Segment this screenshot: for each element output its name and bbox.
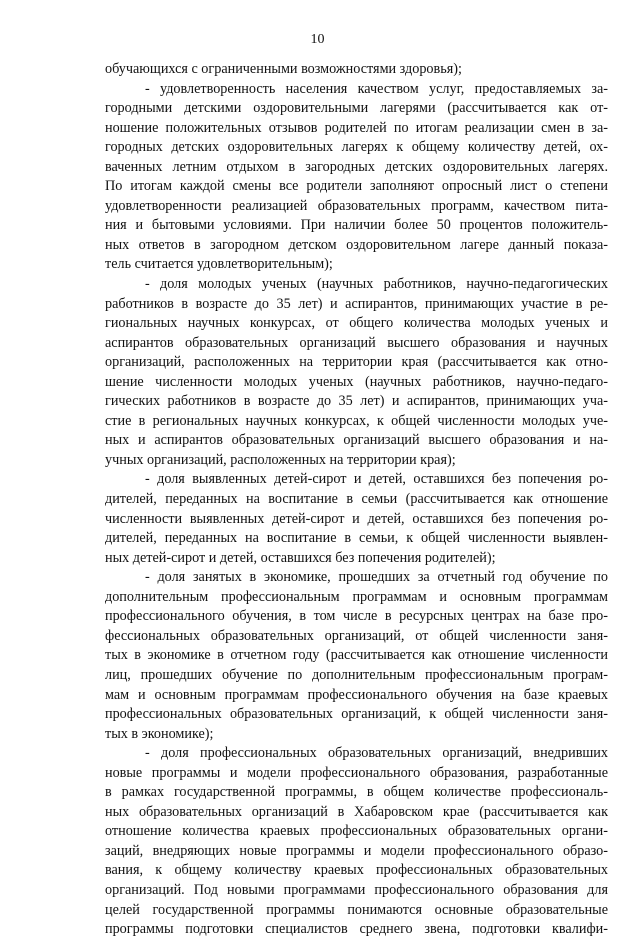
text-line: удовлетворенности реализацией образовательных программ, качеством пита- xyxy=(105,197,608,214)
text-line: ния и бытовыми условиями. При наличии более 50 процентов положитель- xyxy=(105,217,608,234)
text-line: профессиональных образовательных организаций, к общей численности заня- xyxy=(105,706,608,723)
text-line: фессиональных образовательных организаций, от общей численности заня- xyxy=(105,627,608,644)
text-line: организаций. Под новыми программами профессионального образования для xyxy=(105,881,608,898)
text-line: учных организаций, расположенных на территории края); xyxy=(105,451,456,468)
text-line: тых в экономике); xyxy=(105,725,214,742)
text-line: стие в региональных научных конкурсах, к общей численности молодых уче- xyxy=(105,412,608,429)
text-line: новые программы и модели профессионального образования, разработанные xyxy=(105,764,608,781)
text-line: лиц, прошедших обучение по дополнительным профессиональным програм- xyxy=(105,666,608,683)
text-line: - доля профессиональных образовательных организаций, внедривших xyxy=(145,745,608,762)
text-line: тых в экономике в отчетном году (рассчитывается как отношение численности xyxy=(105,647,608,664)
text-line: дителей, переданных на воспитание в семьи (рассчитывается как отношение xyxy=(105,491,608,508)
text-line: аспирантов образовательных организаций высшего образования и научных xyxy=(105,334,608,351)
text-line: - удовлетворенность населения качеством услуг, предоставляемых за- xyxy=(145,80,608,97)
text-line: По итогам каждой смены все родители заполняют опросный лист о степени xyxy=(105,178,608,195)
text-line: отношение количества краевых профессиональных образовательных органи- xyxy=(105,823,608,840)
text-line: мам и основным программам профессионального обучения на базе краевых xyxy=(105,686,608,703)
text-line: гиональных научных конкурсах, от общего количества молодых ученых и xyxy=(105,315,608,332)
text-line: - доля выявленных детей-сирот и детей, оставшихся без попечения ро- xyxy=(145,471,608,488)
page-number: 10 xyxy=(310,32,325,47)
text-line: гических работников в возрасте до 35 лет) и аспирантов, принимающих уча- xyxy=(105,393,608,410)
text-line: профессионального обучения, в том числе в ресурсных центрах на базе про- xyxy=(105,608,608,625)
text-line: городных детских оздоровительных лагерях к общему количеству детей, ох- xyxy=(105,139,608,156)
text-line: в рамках государственной программы, в общем количестве профессиональ- xyxy=(105,784,608,801)
text-line: ных и аспирантов образовательных организаций высшего образования и на- xyxy=(105,432,608,449)
text-line: обучающихся с ограниченными возможностями здоровья); xyxy=(105,61,462,77)
page-body-text xyxy=(105,60,608,940)
text-line: - доля молодых ученых (научных работников, научно-педагогических xyxy=(145,276,608,293)
text-line: программы подготовки специалистов среднего звена, подготовки квалифи- xyxy=(105,921,608,938)
text-line: дителей, переданных на воспитание в семьи, к общей численности выявлен- xyxy=(105,530,608,547)
text-line: организаций, расположенных на территории края (рассчитывается как отно- xyxy=(105,354,608,371)
text-line: работников в возрасте до 35 лет) и аспирантов, принимающих участие в ре- xyxy=(105,295,608,312)
text-line: ношение положительных отзывов родителей по итогам реализации смен в за- xyxy=(105,119,608,136)
text-line: ных детей-сирот и детей, оставшихся без попечения родителей); xyxy=(105,549,496,566)
text-line: тель считается удовлетворительным); xyxy=(105,256,333,273)
text-line: ных ответов в загородном детском оздоровительном лагере данный показа- xyxy=(105,236,608,253)
text-line: шение численности молодых ученых (научных работников, научно-педаго- xyxy=(105,373,608,390)
text-line: дополнительным профессиональным программам и основным программам xyxy=(105,588,608,605)
text-line: ных образовательных организаций в Хабаровском крае (рассчитывается как xyxy=(105,803,608,820)
text-line: заций, внедряющих новые программы и модели профессионального образо- xyxy=(105,842,608,859)
text-line: вания, к общему количеству краевых профессиональных образовательных xyxy=(105,862,608,879)
text-line: численности выявленных детей-сирот и детей, оставшихся без попечения ро- xyxy=(105,510,608,527)
text-line: - доля занятых в экономике, прошедших за отчетный год обучение по xyxy=(145,569,608,586)
text-line: городными детскими оздоровительными лагерями (рассчитывается как от- xyxy=(105,100,608,117)
text-line: ваченных летним отдыхом в загородных детских оздоровительных лагерях. xyxy=(105,158,608,175)
text-line: целей государственной программы понимаются основные образовательные xyxy=(105,901,608,918)
